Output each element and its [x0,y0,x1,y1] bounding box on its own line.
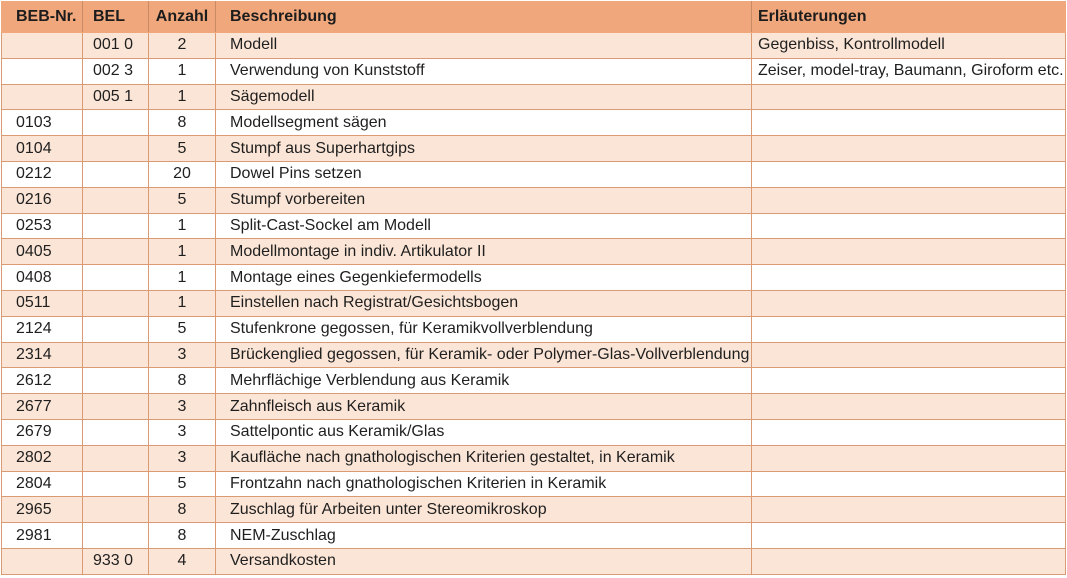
cell-anzahl: 5 [149,471,216,497]
cell-bel [83,213,149,239]
header-row [2,2,1066,33]
table-row [2,187,1066,213]
cell-anzahl: 3 [149,342,216,368]
cell-bel [83,471,149,497]
column-header-erlaeuterungen: Erläuterungen [752,2,1066,33]
cell-bel: 002 3 [83,58,149,84]
cell-beb-nr: 0104 [2,136,83,162]
cell-erlaeuterungen [752,445,1066,471]
column-header-bel: BEL [83,2,149,33]
cell-anzahl: 1 [149,84,216,110]
cell-anzahl: 2 [149,33,216,59]
table-row [2,239,1066,265]
cell-anzahl: 8 [149,497,216,523]
cell-bel [83,342,149,368]
table-body [2,33,1066,575]
cell-anzahl: 8 [149,368,216,394]
cell-bel [83,239,149,265]
cell-beb-nr [2,33,83,59]
cell-beb-nr [2,58,83,84]
cell-beb-nr [2,84,83,110]
column-header-beb-nr: BEB-Nr. [2,2,83,33]
cell-beschreibung: Frontzahn nach gnathologischen Kriterien in Keramik [216,471,752,497]
cell-anzahl: 8 [149,110,216,136]
cell-bel [83,445,149,471]
cell-beschreibung: Montage eines Gegenkiefermodells [216,265,752,291]
cell-beschreibung: Verwendung von Kunststoff [216,58,752,84]
table-header [2,2,1066,33]
cell-anzahl: 5 [149,136,216,162]
cell-beb-nr: 2124 [2,316,83,342]
cell-erlaeuterungen [752,342,1066,368]
cell-beb-nr: 2802 [2,445,83,471]
cell-beb-nr: 2804 [2,471,83,497]
cell-beb-nr: 2677 [2,394,83,420]
cell-anzahl: 1 [149,58,216,84]
cell-erlaeuterungen [752,136,1066,162]
cell-anzahl: 3 [149,419,216,445]
cell-beb-nr: 0408 [2,265,83,291]
cell-bel [83,161,149,187]
cell-erlaeuterungen [752,368,1066,394]
table-row [2,419,1066,445]
cell-erlaeuterungen [752,265,1066,291]
cell-beschreibung: Stufenkrone gegossen, für Keramikvollverblendung [216,316,752,342]
cell-anzahl: 1 [149,265,216,291]
cell-erlaeuterungen [752,84,1066,110]
cell-beschreibung: Zuschlag für Arbeiten unter Stereomikroskop [216,497,752,523]
cell-beb-nr: 2612 [2,368,83,394]
cell-beb-nr: 0511 [2,290,83,316]
table-row [2,161,1066,187]
cell-anzahl: 5 [149,187,216,213]
cell-anzahl: 1 [149,213,216,239]
table-row [2,445,1066,471]
cell-beb-nr: 2679 [2,419,83,445]
cell-anzahl: 1 [149,290,216,316]
cell-erlaeuterungen: Gegenbiss, Kontrollmodell [752,33,1066,59]
cell-beschreibung: Modell [216,33,752,59]
cell-erlaeuterungen [752,523,1066,549]
cell-bel [83,394,149,420]
cell-beschreibung: Einstellen nach Registrat/Gesichtsbogen [216,290,752,316]
column-header-beschreibung: Beschreibung [216,2,752,33]
cell-beb-nr: 0212 [2,161,83,187]
cell-beschreibung: Zahnfleisch aus Keramik [216,394,752,420]
cell-bel [83,368,149,394]
cell-bel [83,316,149,342]
cell-bel: 005 1 [83,84,149,110]
cell-beschreibung: Brückenglied gegossen, für Keramik- oder Polymer-Glas-Vollverblendung [216,342,752,368]
cell-beb-nr: 0103 [2,110,83,136]
table-row [2,58,1066,84]
cell-beschreibung: Sattelpontic aus Keramik/Glas [216,419,752,445]
cell-anzahl: 1 [149,239,216,265]
cell-anzahl: 3 [149,445,216,471]
cell-beb-nr: 2965 [2,497,83,523]
cell-bel [83,419,149,445]
cell-beschreibung: Sägemodell [216,84,752,110]
cell-bel [83,290,149,316]
cell-bel: 933 0 [83,548,149,574]
cell-beb-nr: 0253 [2,213,83,239]
cell-beschreibung: Modellmontage in indiv. Artikulator II [216,239,752,265]
cell-anzahl: 3 [149,394,216,420]
cell-bel: 001 0 [83,33,149,59]
cell-beschreibung: NEM-Zuschlag [216,523,752,549]
cell-beb-nr: 2981 [2,523,83,549]
cell-anzahl: 5 [149,316,216,342]
cell-erlaeuterungen [752,213,1066,239]
cell-erlaeuterungen: Zeiser, model-tray, Baumann, Giroform etc. [752,58,1066,84]
cell-beschreibung: Mehrflächige Verblendung aus Keramik [216,368,752,394]
table-row [2,368,1066,394]
cell-erlaeuterungen [752,471,1066,497]
cell-beschreibung: Stumpf aus Superhartgips [216,136,752,162]
column-header-anzahl: Anzahl [149,2,216,33]
cell-bel [83,110,149,136]
table-row [2,136,1066,162]
table-row [2,33,1066,59]
cell-beschreibung: Dowel Pins setzen [216,161,752,187]
cell-erlaeuterungen [752,316,1066,342]
cell-erlaeuterungen [752,187,1066,213]
table-row [2,394,1066,420]
cell-bel [83,523,149,549]
billing-table [1,1,1066,575]
cell-anzahl: 4 [149,548,216,574]
table-row [2,110,1066,136]
cell-erlaeuterungen [752,394,1066,420]
cell-anzahl: 8 [149,523,216,549]
cell-beb-nr: 0405 [2,239,83,265]
cell-beschreibung: Modellsegment sägen [216,110,752,136]
cell-erlaeuterungen [752,290,1066,316]
cell-beb-nr: 0216 [2,187,83,213]
cell-beb-nr: 2314 [2,342,83,368]
table-row [2,548,1066,574]
cell-bel [83,265,149,291]
table-row [2,290,1066,316]
cell-beschreibung: Split-Cast-Sockel am Modell [216,213,752,239]
cell-erlaeuterungen [752,110,1066,136]
cell-beb-nr [2,548,83,574]
cell-erlaeuterungen [752,497,1066,523]
cell-beschreibung: Stumpf vorbereiten [216,187,752,213]
cell-erlaeuterungen [752,239,1066,265]
cell-erlaeuterungen [752,419,1066,445]
table-row [2,523,1066,549]
cell-bel [83,497,149,523]
table-row [2,316,1066,342]
table-row [2,84,1066,110]
table-row [2,213,1066,239]
table-row [2,265,1066,291]
table-row [2,497,1066,523]
cell-erlaeuterungen [752,161,1066,187]
cell-beschreibung: Kaufläche nach gnathologischen Kriterien gestaltet, in Keramik [216,445,752,471]
cell-bel [83,187,149,213]
table-row [2,342,1066,368]
cell-anzahl: 20 [149,161,216,187]
cell-erlaeuterungen [752,548,1066,574]
billing-table-container [0,1,1065,576]
cell-bel [83,136,149,162]
cell-beschreibung: Versandkosten [216,548,752,574]
table-row [2,471,1066,497]
